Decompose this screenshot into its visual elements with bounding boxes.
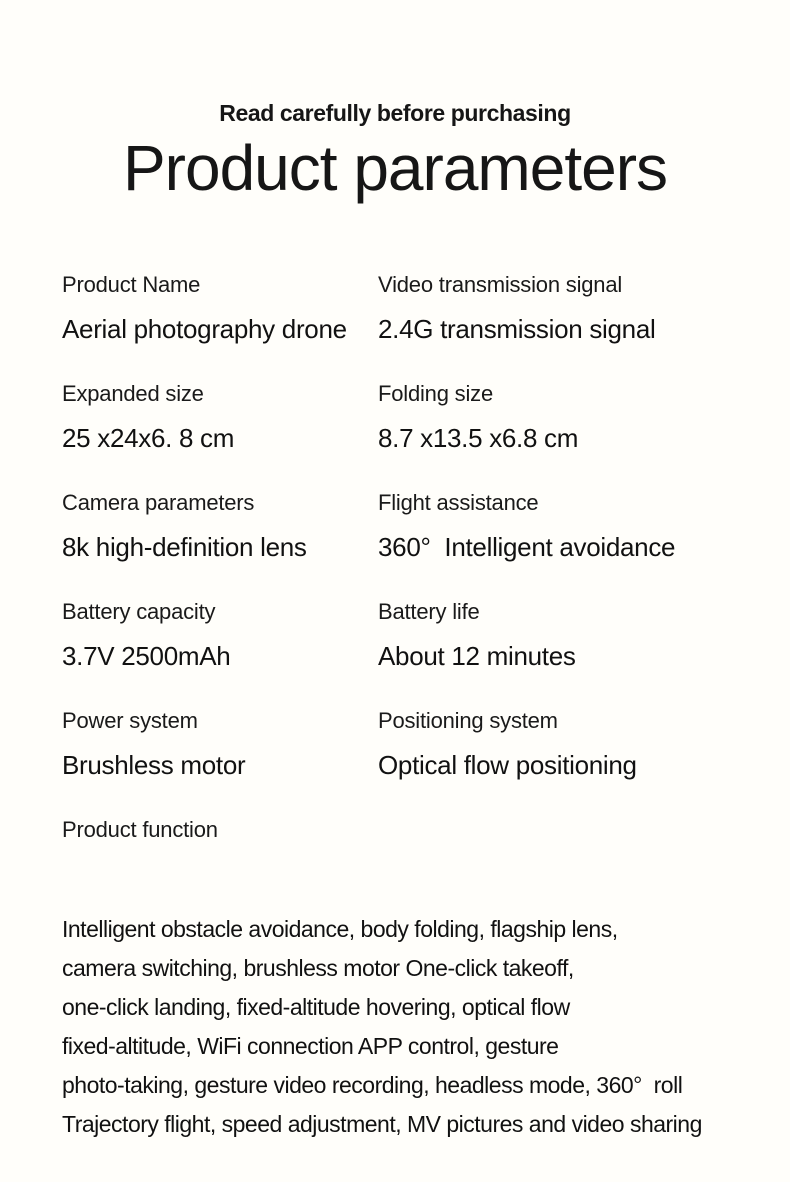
- spec-expanded-size: [62, 379, 378, 454]
- page-header: [0, 98, 790, 206]
- spec-label: Folding size: [378, 381, 493, 406]
- spec-battery-life: [378, 597, 762, 672]
- spec-value: 8.7 x13.5 x6.8 cm: [378, 423, 579, 453]
- spec-video-transmission: [378, 270, 762, 345]
- spec-grid: [62, 270, 762, 879]
- spec-power-system: [62, 706, 378, 781]
- spec-value: 25 x24x6. 8 cm: [62, 423, 235, 453]
- read-carefully-note: Read carefully before purchasing: [219, 100, 571, 126]
- spec-label: Product Name: [62, 272, 201, 297]
- paragraph-line: one-click landing, fixed-altitude hovering, optical flow: [62, 994, 570, 1020]
- spec-value: 8k high-definition lens: [62, 532, 307, 562]
- spec-label: Battery life: [378, 599, 480, 624]
- spec-product-name: [62, 270, 378, 345]
- spec-label: Camera parameters: [62, 490, 255, 515]
- product-function-paragraph: [62, 910, 762, 1144]
- paragraph-line: Intelligent obstacle avoidance, body folding, flagship lens,: [62, 916, 618, 942]
- page-title: Product parameters: [122, 132, 668, 204]
- spec-positioning-system: [378, 706, 762, 781]
- spec-battery-capacity: [62, 597, 378, 672]
- spec-value: About 12 minutes: [378, 641, 576, 671]
- spec-camera-parameters: [62, 488, 378, 563]
- spec-label: Video transmission signal: [378, 272, 623, 297]
- spec-product-function: [62, 815, 762, 845]
- spec-label: Flight assistance: [378, 490, 539, 515]
- spec-value: 360° Intelligent avoidance: [378, 532, 676, 562]
- spec-folding-size: [378, 379, 762, 454]
- spec-label: Battery capacity: [62, 599, 216, 624]
- spec-flight-assistance: [378, 488, 762, 563]
- spec-label: Power system: [62, 708, 198, 733]
- spec-value: 3.7V 2500mAh: [62, 641, 231, 671]
- spec-value: 2.4G transmission signal: [378, 314, 656, 344]
- spec-value: Brushless motor: [62, 750, 246, 780]
- spec-value: Aerial photography drone: [62, 314, 347, 344]
- product-function-label: Product function: [62, 817, 218, 842]
- paragraph-line: camera switching, brushless motor One-click takeoff,: [62, 955, 574, 981]
- spec-value: Optical flow positioning: [378, 750, 637, 780]
- paragraph-line: photo-taking, gesture video recording, headless mode, 360° roll: [62, 1072, 683, 1098]
- spec-label: Expanded size: [62, 381, 204, 406]
- spec-label: Positioning system: [378, 708, 558, 733]
- paragraph-line: fixed-altitude, WiFi connection APP control, gesture: [62, 1033, 559, 1059]
- paragraph-line: Trajectory flight, speed adjustment, MV pictures and video sharing: [62, 1111, 702, 1137]
